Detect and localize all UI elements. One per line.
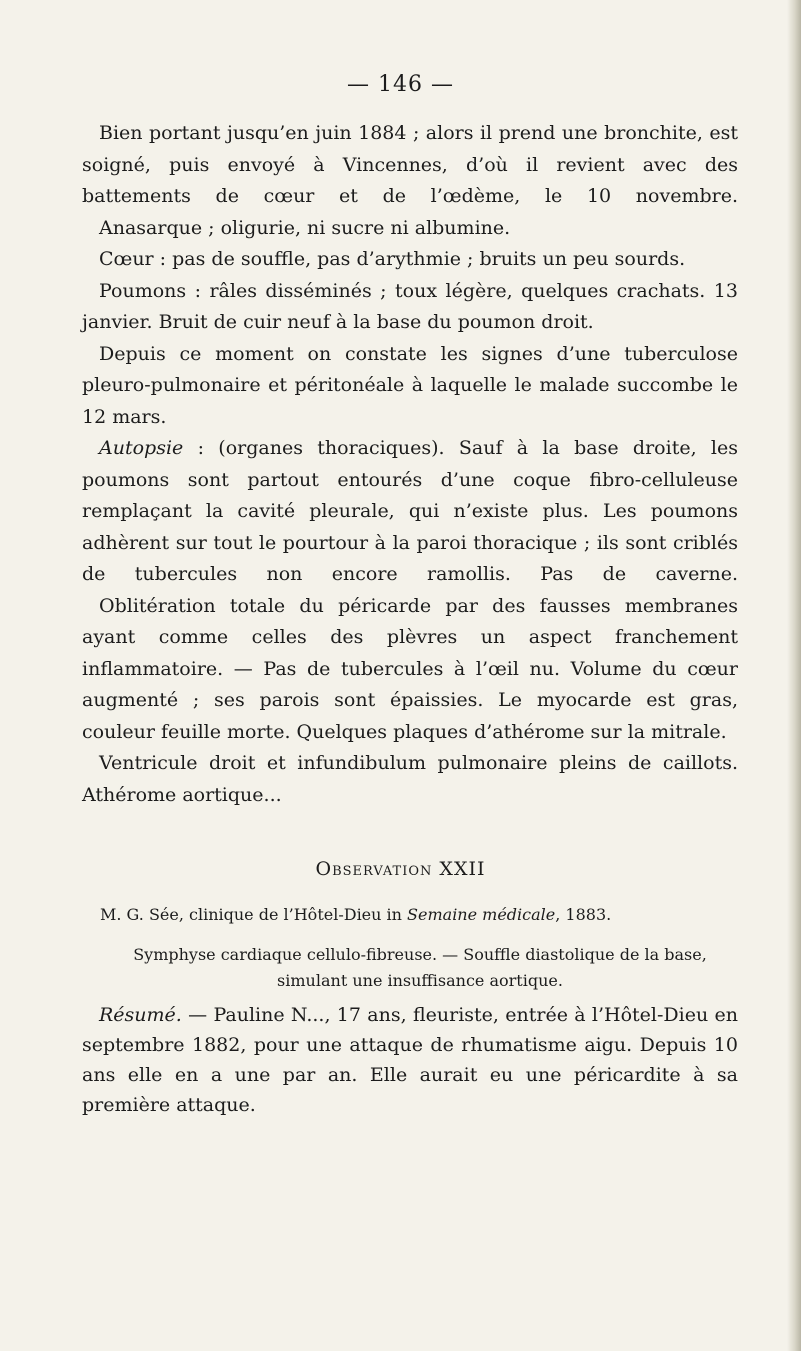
paragraph: Ventricule droit et infundibulum pulmonaire pleins de caillots. Athérome aortique... [82,752,738,806]
page-edge-shadow [787,0,801,1351]
page-number: — 146 — [347,72,454,97]
paragraph: Oblitération totale du péricarde par des fausses membranes ayant comme celles des plèvres un aspect franchement inflammatoire. — Pas de tubercules à l’œil nu. Volume du cœur augmenté ; ses parois sont épaissies. Le myocarde est gras, couleur feuille morte. Quelques plaques d’athérome sur la mitrale. [82,594,738,743]
resume-text: — Pauline N..., 17 ans, fleuriste, entrée à l’Hôtel-Dieu en septembre 1882, pour une attaque de rhumatisme aigu. Depuis 10 ans elle en a une par an. Elle aurait eu une péricardite à sa première attaque. [82,1004,738,1116]
resume-section [82,1000,738,1120]
resume-label: Résumé. [99,1004,182,1026]
source-prefix: M. G. Sée, clinique de l’Hôtel-Dieu in [100,905,408,924]
source-suffix: , 1883. [555,905,612,924]
autopsy-text: : (organes thoraciques). Sauf à la base droite, les poumons sont partout entourés d’une coque fibro-celluleuse remplaçant la cavité pleurale, qui n’existe plus. Les poumons adhèrent sur tout le pourtour à la paroi thoracique ; ils sont criblés de tubercules non encore ramollis. Pas de caverne. [82,437,738,585]
autopsy-paragraph [82,433,738,591]
paragraph: Cœur : pas de souffle, pas d’arythmie ; bruits un peu sourds. [99,248,686,270]
paragraph: Depuis ce moment on constate les signes d’une tuberculose pleuro-pulmonaire et péritonéale à laquelle le malade succombe le 12 mars. [82,342,738,428]
case-text [82,118,738,811]
observation-source [100,902,740,928]
source-journal: Semaine médicale [407,905,556,924]
resume-paragraph [82,1000,738,1120]
observation-reference [100,902,740,994]
observation-heading: Observation XXII [315,858,486,880]
paragraph: Bien portant jusqu’en juin 1884 ; alors il prend une bronchite, est soigné, puis envoyé à Vincennes, d’où il revient avec des battements de cœur et de l’œdème, le 10 novembre. [82,122,738,207]
paragraph: Poumons : râles disséminés ; toux légère, quelques crachats. 13 janvier. Bruit de cuir neuf à la base du poumon droit. [82,279,738,333]
paragraph: Anasarque ; oligurie, ni sucre ni albumine. [99,216,511,239]
autopsy-label: Autopsie [99,437,184,459]
observation-summary: Symphyse cardiaque cellulo-fibreuse. — Souffle diastolique de la base, simulant une insuffisance aortique. [133,945,707,990]
